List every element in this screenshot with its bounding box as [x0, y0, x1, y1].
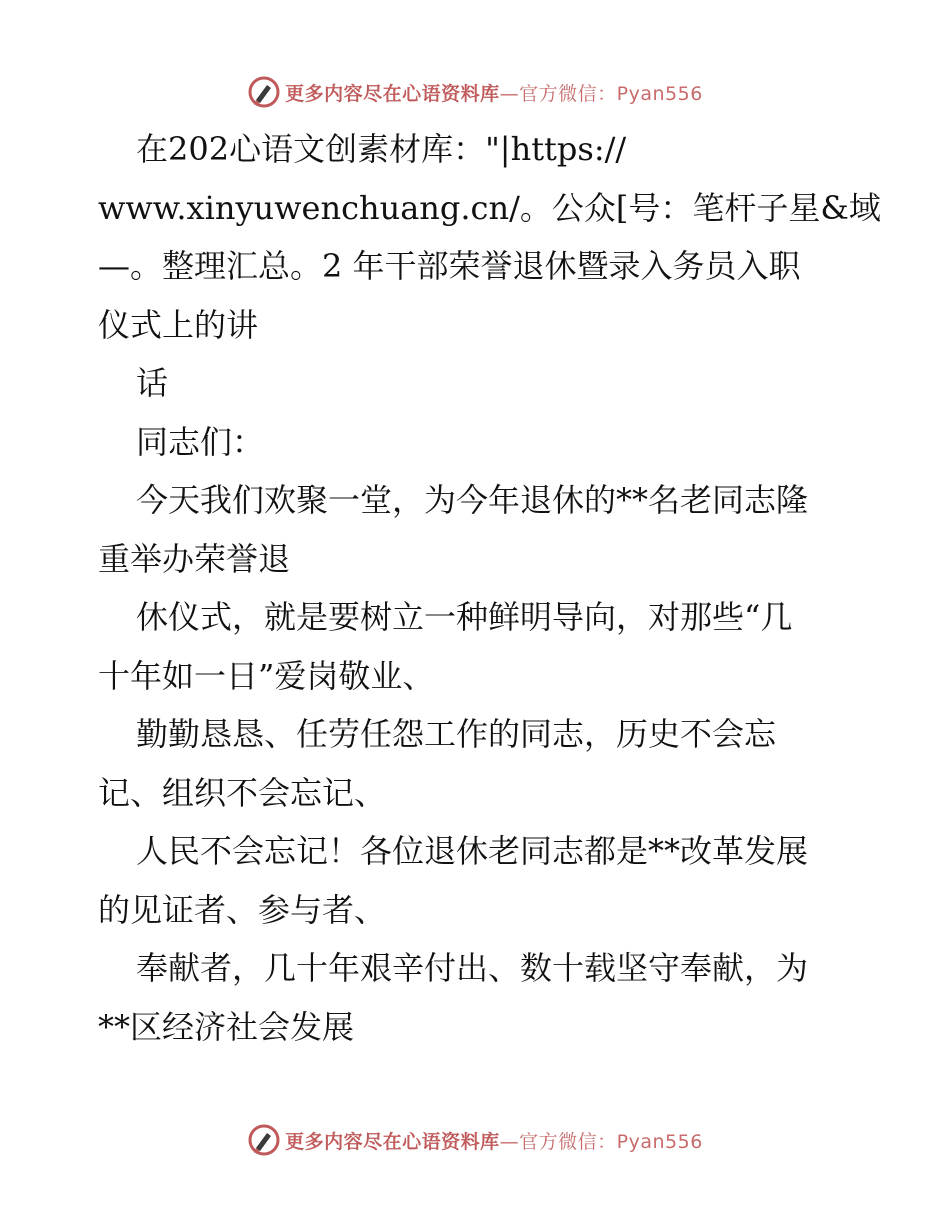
header-watermark [0, 70, 950, 114]
text-line: 的见证者、参与者、 [98, 890, 387, 929]
pen-logo-icon [247, 1123, 281, 1157]
text-line: —。整理汇总。2 年干部荣誉退休暨录入务员入职 [98, 247, 801, 285]
text-line: 奉献者，几十年艰辛付出、数十载坚守奉献，为 [136, 949, 809, 987]
pen-logo-icon [247, 75, 281, 109]
text-line: 仪式上的讲 [98, 305, 259, 344]
document-body [98, 120, 881, 1056]
text-line: 重举办荣誉退 [98, 539, 291, 578]
header-watermark-sub: —官方微信：Pyan556 [499, 82, 703, 105]
text-line: 休仪式，就是要树立一种鲜明导向，对那些“几 [136, 598, 793, 636]
header-watermark-text [285, 79, 703, 106]
footer-watermark-text [285, 1127, 703, 1154]
footer-watermark-sub: —官方微信：Pyan556 [499, 1130, 703, 1153]
text-line: 记、组织不会忘记、 [98, 773, 387, 812]
text-line: 十年如一日”爱岗敬业、 [98, 656, 435, 695]
text-line: www.xinyuwenchuang.cn/。公众[号：笔杆子星&域 [98, 188, 881, 227]
footer-watermark-main: 更多内容尽在心语资料库 [285, 1130, 500, 1153]
text-line: 人民不会忘记！各位退休老同志都是**改革发展 [136, 832, 809, 870]
text-line: **区经济社会发展 [98, 1007, 355, 1046]
text-line: 今天我们欢聚一堂，为今年退休的**名老同志隆 [136, 481, 809, 519]
footer-watermark [0, 1118, 950, 1162]
text-line: 勤勤恳恳、任劳任怨工作的同志，历史不会忘 [136, 715, 777, 753]
text-line: 话 [136, 364, 169, 402]
text-line: 在202心语文创素材库："|https:// [136, 130, 627, 168]
text-line: 同志们： [136, 422, 265, 461]
header-watermark-main: 更多内容尽在心语资料库 [285, 82, 500, 105]
